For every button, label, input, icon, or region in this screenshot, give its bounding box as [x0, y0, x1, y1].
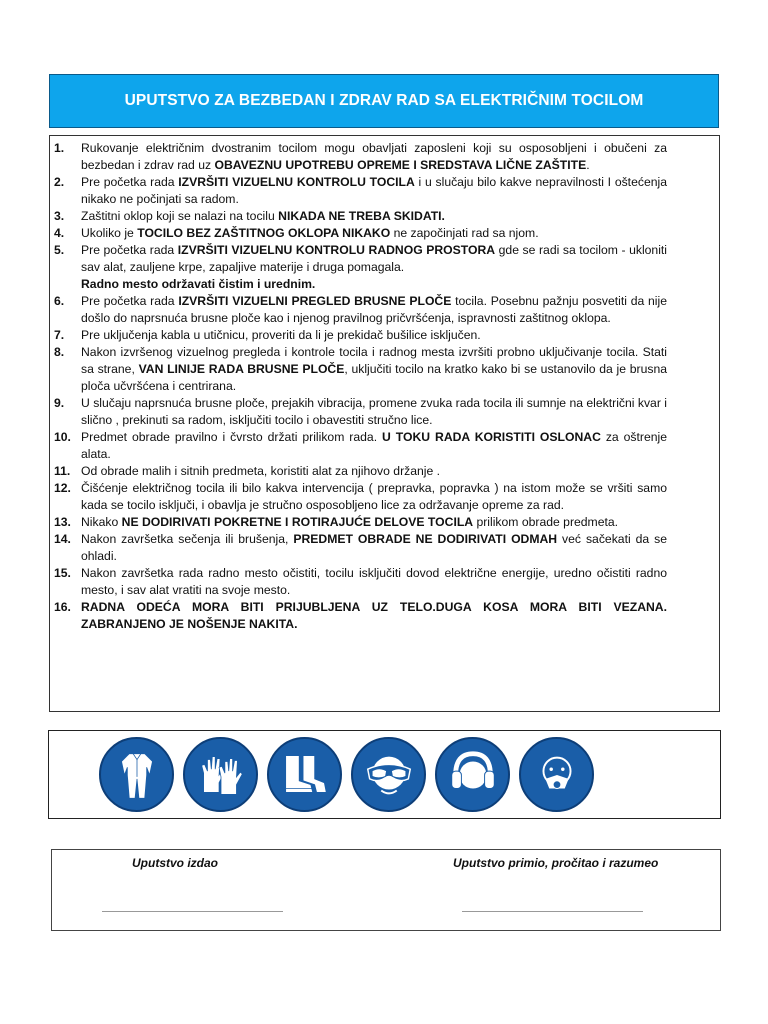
instruction-text: gde se radi sa tocilom - ukloniti sav alat, zauljene krpe, zapaljive materije i druga pomagala. — [81, 243, 668, 274]
ear-protection-icon — [435, 737, 510, 812]
protective-suit-icon — [99, 737, 174, 812]
instruction-item — [54, 174, 667, 208]
instruction-text: Zaštitni oklop koji se nalazi na tocilu — [81, 209, 279, 223]
safety-goggles-icon — [351, 737, 426, 812]
instruction-emphasis: PREDMET OBRADE NE DODIRIVATI ODMAH — [293, 532, 558, 546]
instruction-text: Od obrade malih i sitnih predmeta, koristiti alat za njihovo držanje . — [81, 464, 441, 478]
instruction-text: ne započinjati rad sa njom. — [390, 226, 539, 240]
instruction-emphasis: VAN LINIJE RADA BRUSNE PLOČE — [138, 362, 345, 376]
ppe-icons-strip — [48, 730, 721, 819]
instruction-item — [54, 344, 667, 395]
instruction-item — [54, 480, 667, 514]
instruction-number: 13. — [54, 515, 71, 529]
instructions-list — [54, 140, 667, 633]
instruction-emphasis: NIKADA NE TREBA SKIDATI. — [278, 209, 445, 223]
protective-gloves-icon — [183, 737, 258, 812]
instruction-item — [54, 565, 667, 599]
instruction-number: 9. — [54, 396, 65, 410]
instruction-number: 8. — [54, 345, 65, 359]
instructions-box — [49, 135, 720, 712]
instruction-number: 5. — [54, 243, 65, 257]
instruction-text: Pre početka rada — [81, 294, 179, 308]
instruction-text: Nakon izvršenog vizuelnog pregleda i kontrole tocila i radnog mesta izvršiti probno uključivanje tocila. Stati sa strane, — [81, 345, 667, 376]
instruction-text: za oštrenje alata. — [81, 430, 667, 461]
instruction-emphasis: IZVRŠITI VIZUELNI PREGLED BRUSNE PLOČE — [178, 294, 452, 308]
instruction-note: Radno mesto održavati čistim i urednim. — [81, 277, 316, 291]
instruction-text: Predmet obrade pravilno i čvrsto držati prilikom rada. — [81, 430, 383, 444]
instruction-number: 15. — [54, 566, 71, 580]
instruction-item — [54, 208, 667, 225]
respirator-mask-icon — [519, 737, 594, 812]
instruction-number: 10. — [54, 430, 71, 444]
received-by-signature-line — [462, 911, 643, 912]
instruction-number: 14. — [54, 532, 71, 546]
instruction-text: Nakon završetka sečenja ili brušenja, — [81, 532, 294, 546]
instruction-item — [54, 242, 667, 293]
instruction-text: Čišćenje električnog tocila ili bilo kakva intervencija ( prepravka, popravka ) na istom može se vršiti samo kada se tocilo isključi, i obavlja je stručno osposobljeno lice za održavanje opreme za rad. — [81, 481, 667, 512]
instruction-item — [54, 463, 667, 480]
instruction-text: Ukoliko je — [81, 226, 138, 240]
instruction-number: 6. — [54, 294, 65, 308]
instruction-text: Pre uključenja kabla u utičnicu, proveriti da li je prekidač bušilice isključen. — [81, 328, 481, 342]
instruction-item — [54, 225, 667, 242]
issued-by-label: Uputstvo izdao — [132, 856, 218, 870]
instruction-text: tocila. Posebnu pažnju posvetiti da nije došlo do naprsnuća brusne ploče kao i njenog pravilnog pričvršćenja, ispravnosti zaštitnog oklopa. — [81, 294, 668, 325]
received-by-label: Uputstvo primio, pročitao i razumeo — [453, 856, 659, 870]
instruction-number: 16. — [54, 600, 71, 614]
instruction-number: 4. — [54, 226, 65, 240]
document-title-banner — [49, 74, 719, 128]
instruction-number: 7. — [54, 328, 65, 342]
instruction-text: , uključiti tocilo na kratko kako bi se ustanovilo da je brusna ploča učvršćena i centrirana. — [81, 362, 668, 393]
instruction-text: već sačekati da se ohladi. — [81, 532, 667, 563]
issued-by-signature-line — [102, 911, 283, 912]
instruction-number: 11. — [54, 464, 71, 478]
instruction-emphasis: OBAVEZNU UPOTREBU OPREME I SREDSTAVA LIČNE ZAŠTITE — [214, 158, 587, 172]
instruction-text: Nakon završetka rada radno mesto očistiti, tocilu isključiti dovod električne energije, uredno očistiti radno mesto, i sav alat vratiti na svoje mesto. — [81, 566, 667, 597]
instruction-number: 12. — [54, 481, 71, 495]
instruction-item — [54, 140, 667, 174]
instruction-text: Pre početka rada — [81, 175, 179, 189]
instruction-text: . — [586, 158, 590, 172]
instruction-text: Rukovanje električnim dvostranim tocilom mogu obavljati zaposleni koji su osposobljeni i obučeni za bezbedan i zdrav rad uz — [81, 141, 667, 172]
instruction-item — [54, 395, 667, 429]
instruction-item — [54, 599, 667, 633]
document-title: UPUTSTVO ZA BEZBEDAN I ZDRAV RAD SA ELEKTRIČNIM TOCILOM — [124, 92, 644, 109]
instruction-text: Pre početka rada — [81, 243, 178, 257]
instruction-emphasis: RADNA ODEĆA MORA BITI PRIJUBLJENA UZ TELO.DUGA KOSA MORA BITI VEZANA. ZABRANJENO JE NOŠENJE NAKITA. — [81, 600, 667, 631]
instruction-text: i u slučaju bilo kakve nepravilnosti I oštećenja nikako ne počinjati sa radom. — [81, 175, 667, 206]
safety-boots-icon — [267, 737, 342, 812]
instruction-emphasis: TOCILO BEZ ZAŠTITNOG OKLOPA NIKAKO — [137, 226, 391, 240]
signature-section — [51, 849, 721, 931]
instruction-emphasis: IZVRŠITI VIZUELNU KONTROLU TOCILA — [178, 175, 415, 189]
instruction-number: 1. — [54, 141, 65, 155]
instruction-item — [54, 327, 667, 344]
instruction-item — [54, 429, 667, 463]
instruction-emphasis: NE DODIRIVATI POKRETNE I ROTIRAJUĆE DELOVE TOCILA — [121, 515, 474, 529]
instruction-item — [54, 531, 667, 565]
instruction-text: Nikako — [81, 515, 122, 529]
instruction-number: 3. — [54, 209, 65, 223]
instruction-emphasis: IZVRŠITI VIZUELNU KONTROLU RADNOG PROSTORA — [177, 243, 496, 257]
instruction-number: 2. — [54, 175, 65, 189]
instruction-text: U slučaju naprsnuća brusne ploče, prejakih vibracija, promene zvuka rada tocila ili sumnje na električni kvar i slično , prekinuti sa radom, isključiti tocilo i obavestiti stručno lice. — [81, 396, 667, 427]
instruction-emphasis: U TOKU RADA KORISTITI OSLONAC — [382, 430, 601, 444]
instruction-item — [54, 293, 667, 327]
instruction-item — [54, 514, 667, 531]
instruction-text: prilikom obrade predmeta. — [473, 515, 619, 529]
